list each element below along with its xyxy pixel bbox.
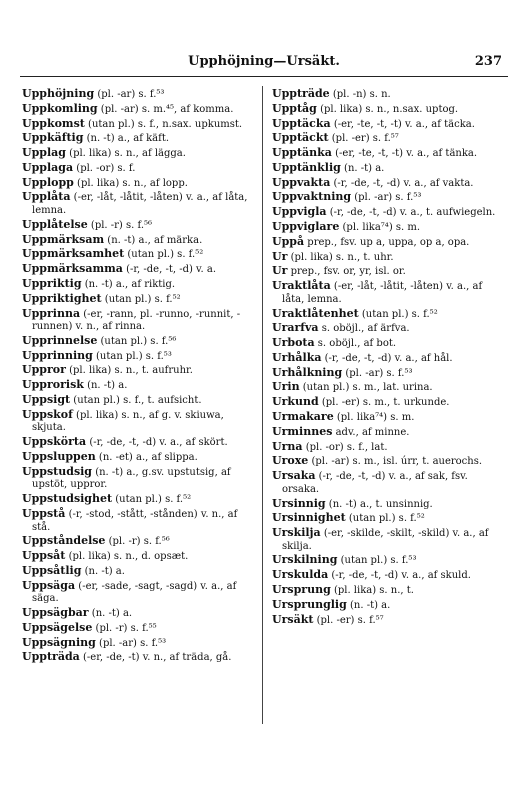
entry-headword: Ursinnig bbox=[272, 496, 326, 510]
entry-definition: (pl. -ar) s. f.⁵³ bbox=[342, 367, 413, 379]
entry-headword: Urarfva bbox=[272, 321, 319, 335]
entry-headword: Uppsägelse bbox=[22, 620, 93, 634]
dictionary-entry bbox=[272, 441, 504, 455]
dictionary-entry bbox=[272, 132, 504, 146]
entry-definition: (pl. -or) s. f., lat. bbox=[302, 441, 388, 453]
entry-headword: Uppvaktning bbox=[272, 190, 352, 204]
entry-definition: (-er, -te, -t, -t) v. a., af tänka. bbox=[331, 148, 478, 160]
entry-definition: (utan pl.) s. f.⁵⁶ bbox=[97, 335, 177, 347]
entry-headword: Uppträde bbox=[272, 87, 330, 100]
dictionary-entry bbox=[272, 411, 504, 425]
entry-headword: Uppsägning bbox=[22, 635, 96, 649]
entry-headword: Urskilning bbox=[272, 553, 338, 567]
entry-headword: Upptäcka bbox=[272, 116, 331, 130]
entry-headword: Uppmärksamma bbox=[22, 262, 123, 276]
entry-headword: Uppvigla bbox=[272, 205, 327, 219]
entry-definition: (n. -t) a., af käft. bbox=[83, 133, 170, 145]
dictionary-entry bbox=[22, 248, 254, 262]
entry-definition: (-r, -de, -t, -d) v. a., af hål. bbox=[321, 352, 453, 364]
dictionary-entry bbox=[272, 396, 504, 410]
entry-definition: (n. -t) a., t. unsinnig. bbox=[325, 498, 433, 510]
dictionary-entry bbox=[272, 251, 504, 265]
entry-headword: Uppståndelse bbox=[22, 534, 106, 548]
entry-definition: (n. -et) a., af slippa. bbox=[95, 451, 198, 463]
dictionary-entry bbox=[272, 569, 504, 583]
entry-definition: (-r, -de, -t, -d) v. a., t. aufwiegeln. bbox=[326, 207, 496, 219]
entry-definition: (n. -t) a. bbox=[83, 380, 128, 392]
dictionary-entry bbox=[272, 118, 504, 132]
entry-headword: Uppskof bbox=[22, 407, 73, 421]
left-column bbox=[22, 88, 254, 666]
entry-definition: (-er, -te, -t, -t) v. a., af täcka. bbox=[330, 118, 475, 130]
entry-definition: (pl. -n) s. n. bbox=[329, 89, 391, 100]
entry-headword: Uppmärksamhet bbox=[22, 247, 125, 261]
entry-definition: (-er, -låt, -låtit, -låten) v. a., af låta, lemna. bbox=[282, 281, 483, 305]
entry-definition: (pl. -or) s. f. bbox=[73, 162, 136, 174]
dictionary-entry bbox=[272, 554, 504, 568]
right-column bbox=[272, 88, 504, 628]
dictionary-entry bbox=[22, 162, 254, 176]
dictionary-entry bbox=[272, 470, 504, 496]
entry-headword: Urskulda bbox=[272, 568, 329, 582]
entry-definition: (utan pl.) s. f.⁵³ bbox=[92, 350, 172, 362]
dictionary-entry bbox=[272, 280, 504, 306]
dictionary-entry bbox=[22, 565, 254, 579]
entry-definition: (n. -t) a., af riktig. bbox=[81, 278, 176, 290]
entry-definition: (-r, -stod, -stått, -stånden) v. n., af stå. bbox=[32, 508, 238, 533]
entry-headword: Upplåtelse bbox=[22, 217, 88, 231]
entry-definition: prep., fsv. or, yr, isl. or. bbox=[287, 266, 406, 278]
dictionary-entry bbox=[22, 191, 254, 217]
dictionary-entry bbox=[272, 614, 504, 628]
entry-headword: Uppkäftig bbox=[22, 131, 84, 145]
dictionary-entry bbox=[22, 118, 254, 132]
dictionary-entry bbox=[22, 103, 254, 117]
entry-headword: Uppsigt bbox=[22, 393, 71, 407]
entry-definition: (pl. -er) s. m., t. urkunde. bbox=[318, 397, 450, 409]
entry-headword: Uppsäga bbox=[22, 578, 76, 592]
entry-definition: s. oböjl., af bot. bbox=[314, 338, 397, 350]
entry-definition: (pl. lika) s. n., n.sax. uptog. bbox=[316, 103, 459, 115]
header-rule bbox=[20, 76, 508, 77]
entry-definition: (n. -t) a., af märka. bbox=[104, 234, 203, 246]
dictionary-entry bbox=[272, 177, 504, 191]
entry-definition: (pl. -er) s. f.⁵⁷ bbox=[313, 614, 384, 626]
dictionary-entry bbox=[272, 352, 504, 366]
entry-definition: (pl. -ar) s. m.⁴⁵, af komma. bbox=[97, 103, 234, 115]
dictionary-entry bbox=[272, 337, 504, 351]
entry-definition: (-r, -de, -t, -d) v. a., af skuld. bbox=[328, 570, 471, 582]
entry-definition: (-er, -de, -t) v. n., af träda, gå. bbox=[79, 652, 232, 664]
entry-headword: Urskilja bbox=[272, 526, 321, 540]
dictionary-entry bbox=[272, 381, 504, 395]
entry-definition: (n. -t) a. bbox=[340, 162, 385, 174]
dictionary-entry bbox=[22, 364, 254, 378]
entry-headword: Upprinna bbox=[22, 306, 81, 320]
entry-headword: Uppkomling bbox=[22, 101, 98, 115]
dictionary-entry bbox=[272, 367, 504, 381]
dictionary-entry bbox=[272, 512, 504, 526]
entry-headword: Uppstudsighet bbox=[22, 492, 113, 506]
entry-definition: (pl. lika) s. n., af g. v. skiuwa, skjuta. bbox=[32, 409, 224, 434]
entry-definition: (pl. -ar) s. m., isl. úrr, t. auerochs. bbox=[308, 456, 483, 468]
dictionary-entry bbox=[22, 409, 254, 435]
dictionary-entry bbox=[22, 535, 254, 549]
entry-headword: Urminnes bbox=[272, 424, 333, 438]
dictionary-entry bbox=[22, 466, 254, 492]
dictionary-entry bbox=[272, 599, 504, 613]
entry-definition: (-r, -de, -t, -d) v. a., af sak, fsv. orsaka. bbox=[282, 471, 468, 495]
dictionary-entry bbox=[272, 426, 504, 440]
entry-definition: (-er, -sade, -sagt, -sagd) v. a., af säga. bbox=[32, 580, 237, 605]
entry-headword: Uppå bbox=[272, 234, 305, 248]
dictionary-entry bbox=[22, 637, 254, 651]
dictionary-entry bbox=[22, 88, 254, 102]
dictionary-entry bbox=[272, 191, 504, 205]
page-header bbox=[20, 54, 508, 72]
entry-definition: (pl. lika) s. n., d. opsæt. bbox=[65, 551, 189, 563]
entry-headword: Uppriktighet bbox=[22, 291, 102, 305]
dictionary-entry bbox=[22, 622, 254, 636]
dictionary-entry bbox=[22, 234, 254, 248]
entry-headword: Upplopp bbox=[22, 175, 74, 189]
entry-headword: Uppkomst bbox=[22, 116, 85, 130]
dictionary-entry bbox=[22, 147, 254, 161]
entry-definition: (-er, -låt, -låtit, -låten) v. a., af låta, lemna. bbox=[32, 192, 248, 217]
entry-headword: Uppriktig bbox=[22, 276, 82, 290]
entry-definition: (-r, -de, -t, -d) v. a. bbox=[122, 264, 217, 276]
entry-definition: (pl. lika) s. n., t. bbox=[330, 585, 414, 596]
entry-headword: Urna bbox=[272, 439, 303, 453]
entry-headword: Upplaga bbox=[22, 160, 74, 174]
dictionary-entry bbox=[272, 236, 504, 250]
dictionary-entry bbox=[22, 177, 254, 191]
dictionary-entry bbox=[272, 206, 504, 220]
dictionary-entry bbox=[272, 322, 504, 336]
entry-definition: (utan pl.) s. f.⁵² bbox=[101, 293, 181, 305]
entry-definition: (pl. lika⁷⁴) s. m. bbox=[339, 222, 421, 234]
entry-headword: Ur bbox=[272, 264, 288, 278]
entry-definition: (utan pl.) s. f., t. aufsicht. bbox=[70, 395, 202, 407]
entry-headword: Uppsluppen bbox=[22, 449, 96, 463]
dictionary-entry bbox=[22, 394, 254, 408]
entry-headword: Uppror bbox=[22, 363, 66, 377]
entry-headword: Uppstå bbox=[22, 506, 66, 520]
dictionary-entry bbox=[272, 265, 504, 279]
dictionary-entry bbox=[272, 103, 504, 117]
dictionary-entry bbox=[272, 308, 504, 322]
entry-definition: (pl. lika) s. n., t. uhr. bbox=[287, 251, 394, 263]
entry-definition: (pl. -er) s. f.⁵⁷ bbox=[328, 133, 399, 145]
entry-headword: Uppsägbar bbox=[22, 606, 89, 619]
entry-headword: Upplag bbox=[22, 146, 66, 160]
entry-headword: Uppvakta bbox=[272, 175, 331, 189]
entry-definition: (pl. -ar) s. f.⁵³ bbox=[95, 637, 167, 649]
entry-definition: (utan pl.) s. f.⁵² bbox=[345, 513, 425, 525]
entry-definition: (utan pl.) s. f.⁵² bbox=[112, 494, 192, 506]
entry-headword: Ursäkt bbox=[272, 612, 314, 626]
entry-headword: Upplåta bbox=[22, 190, 71, 204]
dictionary-entry bbox=[22, 263, 254, 277]
entry-headword: Uraktlåtenhet bbox=[272, 306, 359, 320]
dictionary-entry bbox=[22, 607, 254, 621]
entry-headword: Urhålka bbox=[272, 350, 322, 364]
dictionary-entry bbox=[272, 498, 504, 512]
dictionary-entry bbox=[272, 455, 504, 469]
entry-definition: prep., fsv. up a, uppa, op a, opa. bbox=[304, 236, 470, 248]
entry-definition: (pl. -r) s. f.⁵⁵ bbox=[92, 622, 157, 634]
entry-definition: (pl. -r) s. f.⁵⁶ bbox=[87, 219, 153, 231]
dictionary-entry bbox=[22, 293, 254, 307]
entry-headword: Upprorisk bbox=[22, 378, 84, 392]
entry-headword: Uppmärksam bbox=[22, 232, 105, 246]
entry-definition: (-er, -skilde, -skilt, -skild) v. a., af skilja. bbox=[282, 528, 489, 552]
entry-definition: (pl. lika) s. n., t. aufruhr. bbox=[65, 365, 193, 377]
entry-headword: Upptänklig bbox=[272, 160, 341, 174]
entry-definition: (pl. lika⁷⁴) s. m. bbox=[333, 412, 415, 423]
entry-definition: (n. -t) a. bbox=[88, 608, 133, 619]
dictionary-entry bbox=[22, 580, 254, 606]
dictionary-entry bbox=[22, 219, 254, 233]
dictionary-entry bbox=[22, 132, 254, 146]
entry-headword: Uppviglare bbox=[272, 220, 340, 234]
dictionary-entry bbox=[22, 350, 254, 364]
entry-definition: (utan pl.) s. m., lat. urina. bbox=[299, 382, 433, 394]
dictionary-entry bbox=[22, 436, 254, 450]
entry-definition: (pl. lika) s. n., af lopp. bbox=[73, 177, 188, 189]
entry-definition: (n. -t) a. bbox=[81, 565, 125, 577]
dictionary-entry bbox=[22, 651, 254, 665]
entry-headword: Uroxe bbox=[272, 454, 309, 468]
entry-definition: (utan pl.) s. f., n.sax. upkumst. bbox=[84, 118, 243, 130]
entry-headword: Urin bbox=[272, 380, 300, 394]
column-divider bbox=[262, 86, 263, 724]
dictionary-entry bbox=[22, 550, 254, 564]
entry-headword: Upprinnelse bbox=[22, 333, 98, 347]
entry-definition: (pl. lika) s. n., af lägga. bbox=[65, 148, 186, 160]
dictionary-entry bbox=[272, 221, 504, 235]
dictionary-entry bbox=[22, 508, 254, 534]
entry-definition: (pl. -ar) s. f.⁵³ bbox=[351, 192, 422, 204]
dictionary-entry bbox=[272, 584, 504, 598]
entry-headword: Upprinning bbox=[22, 348, 93, 362]
dictionary-entry bbox=[272, 527, 504, 553]
entry-definition: (pl. -r) s. f.⁵⁶ bbox=[105, 536, 170, 548]
dictionary-entry bbox=[22, 308, 254, 334]
entry-headword: Urmakare bbox=[272, 410, 334, 423]
entry-headword: Ur bbox=[272, 249, 288, 263]
entry-headword: Uppträda bbox=[22, 650, 80, 664]
entry-definition: (utan pl.) s. f.⁵² bbox=[358, 308, 438, 320]
dictionary-entry bbox=[22, 451, 254, 465]
entry-headword: Upphöjning bbox=[22, 87, 95, 100]
page-number: 237 bbox=[474, 54, 502, 69]
entry-headword: Upptänka bbox=[272, 146, 332, 160]
entry-definition: (utan pl.) s. f.⁵² bbox=[124, 249, 204, 261]
page-title: Upphöjning—Ursäkt. bbox=[188, 54, 340, 69]
entry-definition: s. oböjl., af ärfva. bbox=[318, 323, 410, 335]
entry-headword: Uppsåtlig bbox=[22, 563, 82, 577]
entry-headword: Uraktlåta bbox=[272, 279, 331, 293]
dictionary-entry bbox=[272, 147, 504, 161]
entry-definition: (pl. -ar) s. f.⁵³ bbox=[94, 89, 165, 100]
entry-headword: Ursaka bbox=[272, 469, 316, 483]
entry-headword: Ursprung bbox=[272, 583, 331, 596]
dictionary-entry bbox=[22, 278, 254, 292]
entry-headword: Urkund bbox=[272, 395, 319, 409]
dictionary-entry bbox=[272, 162, 504, 176]
entry-headword: Urhålkning bbox=[272, 365, 343, 379]
entry-headword: Urbota bbox=[272, 336, 315, 350]
entry-definition: (n. -t) a., g.sv. upstutsig, af upstöt, uppror. bbox=[32, 466, 231, 491]
entry-headword: Ursprunglig bbox=[272, 597, 347, 611]
dictionary-entry bbox=[22, 493, 254, 507]
dictionary-entry bbox=[22, 379, 254, 393]
entry-headword: Uppskörta bbox=[22, 435, 87, 449]
entry-headword: Uppsåt bbox=[22, 549, 66, 563]
entry-headword: Uppstudsig bbox=[22, 464, 93, 478]
entry-headword: Upptäckt bbox=[272, 131, 329, 145]
entry-definition: adv., af minne. bbox=[332, 426, 410, 438]
entry-definition: (-r, -de, -t, -d) v. a., af vakta. bbox=[330, 177, 474, 189]
entry-headword: Upptåg bbox=[272, 101, 317, 115]
dictionary-entry bbox=[272, 88, 504, 102]
entry-definition: (-er, -rann, pl. -runno, -runnit, -runnen) v. n., af rinna. bbox=[32, 308, 241, 333]
entry-definition: (n. -t) a. bbox=[346, 599, 391, 611]
entry-definition: (-r, -de, -t, -d) v. a., af skört. bbox=[86, 437, 228, 449]
entry-headword: Ursinnighet bbox=[272, 511, 346, 525]
entry-definition: (utan pl.) s. f.⁵³ bbox=[337, 555, 417, 567]
dictionary-entry bbox=[22, 335, 254, 349]
